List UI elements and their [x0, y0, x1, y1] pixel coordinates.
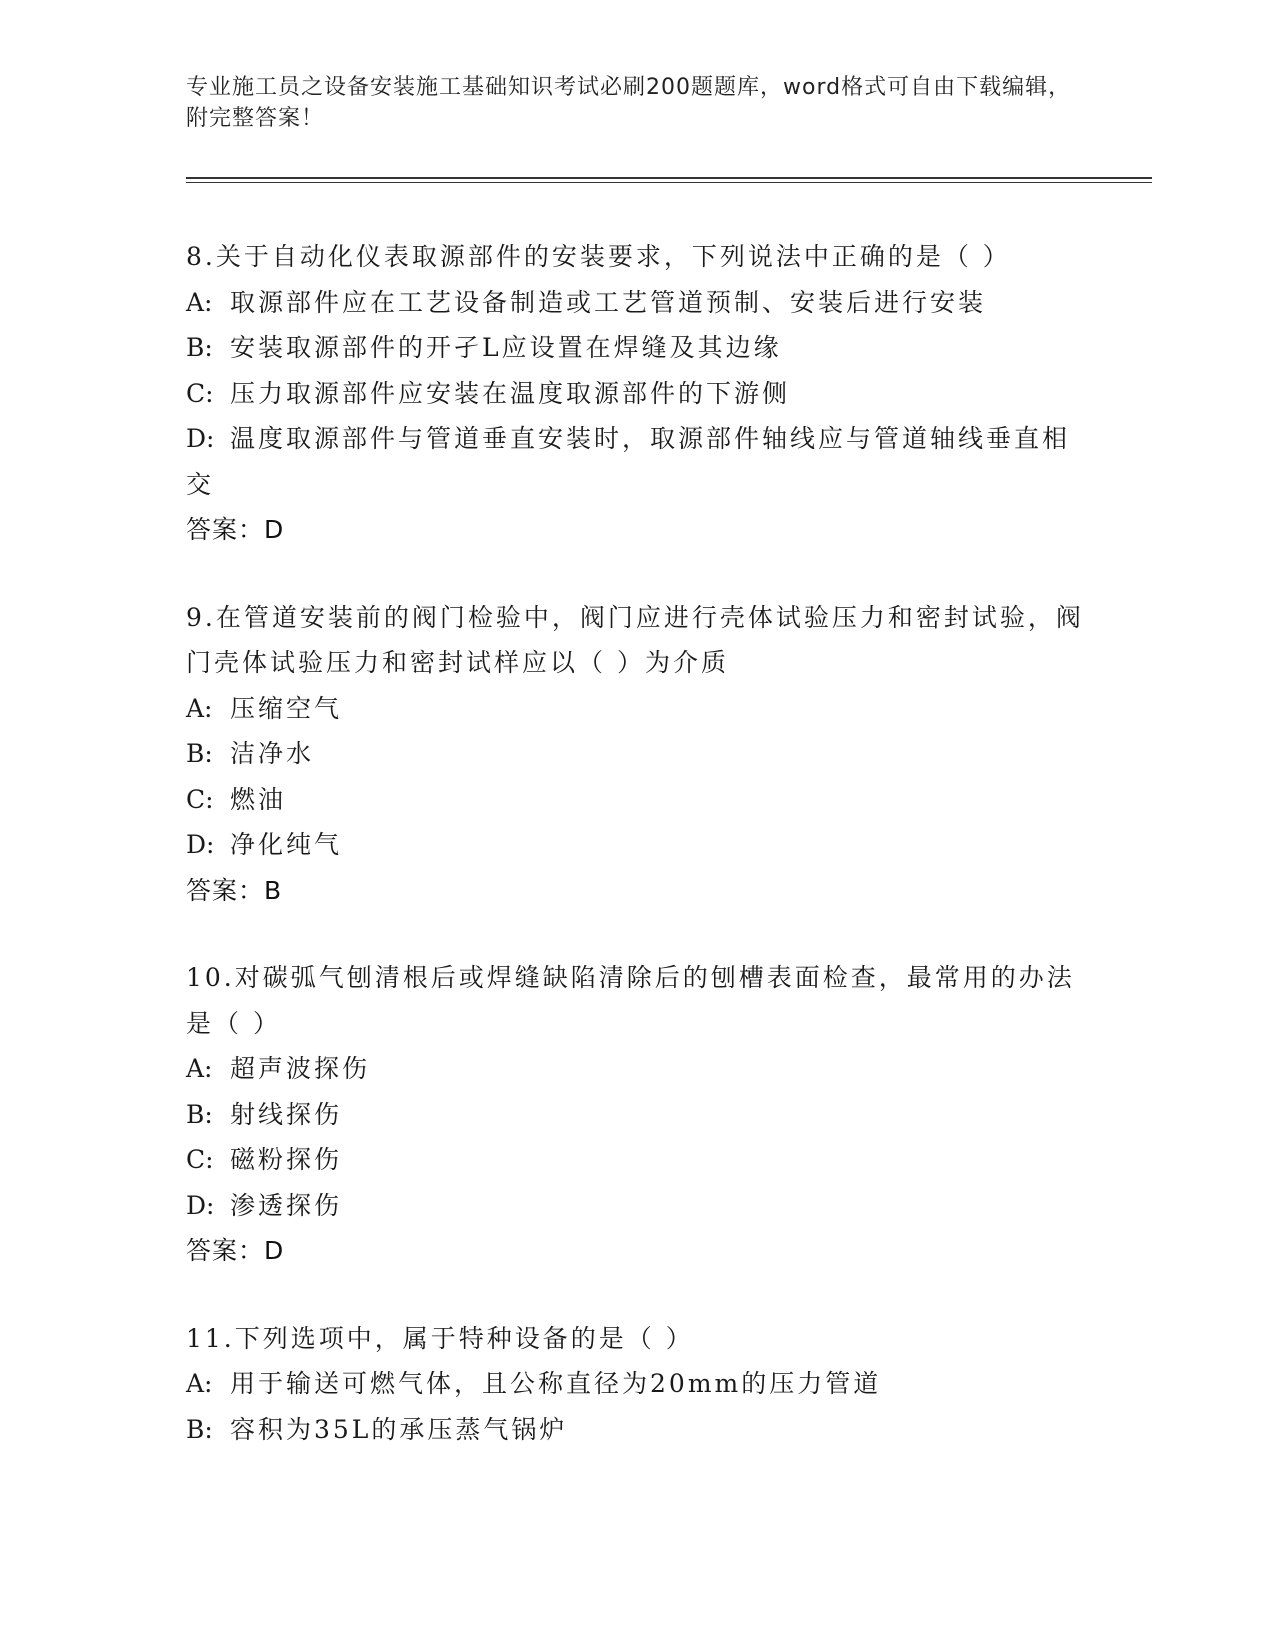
answer-line: 答案：D: [186, 1236, 285, 1265]
option-label: B:: [186, 333, 213, 362]
question-item: [186, 1316, 1086, 1453]
question-stem: 9.在管道安装前的阀门检验中，阀门应进行壳体试验压力和密封试验，阀门壳体试验压力和密封试样应以（ ）为介质: [186, 602, 1084, 677]
answer-line: 答案：D: [186, 515, 285, 544]
option-text: 用于输送可燃气体，且公称直径为20mm的压力管道: [230, 1369, 882, 1398]
option-text: 超声波探伤: [230, 1054, 371, 1083]
option-d: [186, 822, 1086, 868]
option-d: [186, 416, 1086, 507]
option-a: [186, 1046, 1086, 1092]
option-a: [186, 280, 1086, 326]
option-a: [186, 1361, 1086, 1407]
option-text: 射线探伤: [230, 1099, 343, 1129]
option-c: [186, 777, 1086, 823]
header-divider-thin: [186, 182, 1152, 183]
question-list: [186, 234, 1086, 1494]
option-text: 取源部件应在工艺设备制造或工艺管道预制、安装后进行安装: [230, 287, 987, 317]
question-item: [186, 955, 1086, 1274]
option-b: [186, 325, 1086, 371]
option-label: A:: [186, 693, 213, 723]
option-c: [186, 371, 1086, 417]
option-text: 压缩空气: [230, 693, 343, 723]
option-b: [186, 1407, 1086, 1453]
question-stem: 11.下列选项中，属于特种设备的是（ ）: [186, 1323, 694, 1353]
option-label: C:: [186, 378, 214, 408]
option-label: A:: [186, 1054, 213, 1083]
answer-line: 答案：B: [186, 875, 283, 905]
option-text: 磁粉探伤: [230, 1145, 343, 1174]
option-label: D:: [186, 424, 215, 453]
option-b: [186, 731, 1086, 777]
option-a: [186, 686, 1086, 732]
option-text: 压力取源部件应安装在温度取源部件的下游侧: [230, 378, 791, 408]
document-header: [186, 72, 1076, 134]
option-text: 渗透探伤: [230, 1190, 343, 1220]
question-stem: 8.关于自动化仪表取源部件的安装要求，下列说法中正确的是（ ）: [186, 242, 1011, 271]
option-label: A:: [186, 287, 213, 317]
option-label: D:: [186, 830, 215, 859]
option-label: B:: [186, 739, 213, 768]
option-b: [186, 1092, 1086, 1138]
option-label: A:: [186, 1369, 213, 1398]
option-text: 安装取源部件的开孑L应设置在焊缝及其边缘: [230, 333, 782, 362]
option-label: C:: [186, 1145, 214, 1174]
option-d: [186, 1183, 1086, 1229]
option-label: D:: [186, 1190, 215, 1220]
option-text: 洁净水: [230, 739, 315, 768]
option-text: 容积为35L的承压蒸气锅炉: [230, 1414, 568, 1444]
question-item: [186, 595, 1086, 914]
option-label: C:: [186, 784, 214, 814]
header-divider-thick: [186, 177, 1152, 179]
option-text: 温度取源部件与管道垂直安装时，取源部件轴线应与管道轴线垂直相交: [186, 424, 1071, 499]
option-text: 净化纯气: [230, 830, 343, 859]
header-title: 专业施工员之设备安装施工基础知识考试必刷200题题库，word格式可自由下载编辑，附完整答案！: [186, 75, 1072, 131]
option-text: 燃油: [230, 784, 287, 814]
option-label: B:: [186, 1414, 213, 1444]
option-c: [186, 1137, 1086, 1183]
question-item: [186, 234, 1086, 553]
option-label: B:: [186, 1099, 213, 1129]
question-stem: 10.对碳弧气刨清根后或焊缝缺陷清除后的刨槽表面检查，最常用的办法是（ ）: [186, 963, 1075, 1038]
